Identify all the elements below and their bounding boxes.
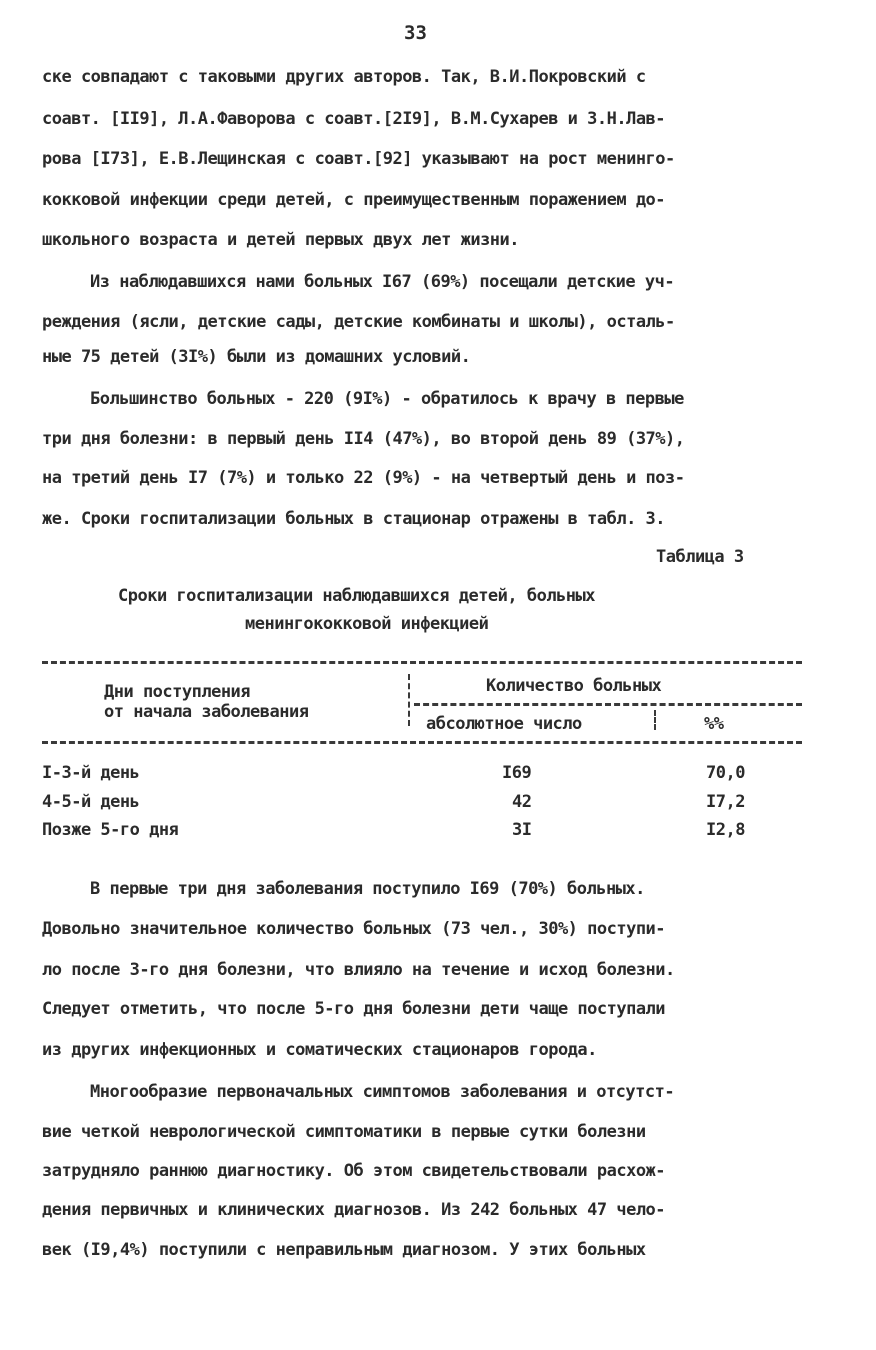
row-absolute: I69 xyxy=(502,763,532,783)
table-top-rule xyxy=(42,661,802,664)
paragraph-line: же. Сроки госпитализации больных в стационар отражены в табл. 3. xyxy=(42,509,666,529)
header-days-line-1: Дни поступления xyxy=(104,682,251,702)
paragraph-line: затрудняло раннюю диагностику. Об этом свидетельствовали расхож- xyxy=(42,1161,666,1181)
table-header-rule xyxy=(42,741,802,744)
row-absolute: 42 xyxy=(512,792,532,812)
paragraph-line: реждения (ясли, детские сады, детские комбинаты и школы), осталь- xyxy=(42,312,675,332)
page-number: 33 xyxy=(404,22,427,44)
paragraph-line: вие четкой неврологической симптоматики в первые сутки болезни xyxy=(42,1122,646,1142)
paragraph-line: ске совпадают с таковыми других авторов. Так, В.И.Покровский с xyxy=(42,67,646,87)
paragraph-line: Следует отметить, что после 5-го дня болезни дети чаще поступали xyxy=(42,999,666,1019)
table-subheader-rule xyxy=(414,703,802,706)
row-percent: I7,2 xyxy=(706,792,745,812)
table-label: Таблица 3 xyxy=(656,547,744,567)
paragraph-line: дения первичных и клинических диагнозов. Из 242 больных 47 чело- xyxy=(42,1200,666,1220)
paragraph-line: Большинство больных - 220 (9I%) - обратилось к врачу в первые xyxy=(90,389,684,409)
row-label: 4-5-й день xyxy=(42,792,140,812)
header-percent: %% xyxy=(704,714,724,734)
paragraph-line: Многообразие первоначальных симптомов заболевания и отсутст- xyxy=(90,1082,675,1102)
row-absolute: 3I xyxy=(512,820,532,840)
paragraph-line: школьного возраста и детей первых двух лет жизни. xyxy=(42,230,520,250)
row-label: Позже 5-го дня xyxy=(42,820,179,840)
paragraph-line: на третий день I7 (7%) и только 22 (9%) - на четвертый день и поз- xyxy=(42,468,685,488)
paragraph-line: из других инфекционных и соматических стационаров города. xyxy=(42,1040,597,1060)
paragraph-line: ло после 3-го дня болезни, что влияло на течение и исход болезни. xyxy=(42,960,675,980)
table-caption-line-1: Сроки госпитализации наблюдавшихся детей, больных xyxy=(118,586,596,606)
header-count: Количество больных xyxy=(486,676,662,696)
header-absolute: абсолютное число xyxy=(426,714,582,734)
table-caption-line-2: менингококковой инфекцией xyxy=(245,614,489,634)
row-label: I-3-й день xyxy=(42,763,140,783)
paragraph-line: век (I9,4%) поступили с неправильным диагнозом. У этих больных xyxy=(42,1240,646,1260)
row-percent: 70,0 xyxy=(706,763,745,783)
paragraph-line: кокковой инфекции среди детей, с преимущественным поражением до- xyxy=(42,190,666,210)
header-days-line-2: от начала заболевания xyxy=(104,702,309,722)
paragraph-line: ные 75 детей (3I%) были из домашних условий. xyxy=(42,347,471,367)
row-percent: I2,8 xyxy=(706,820,745,840)
paragraph-line: В первые три дня заболевания поступило I69 (70%) больных. xyxy=(90,879,645,899)
table-column-divider xyxy=(408,674,410,726)
paragraph-line: Из наблюдавшихся нами больных I67 (69%) посещали детские уч- xyxy=(90,272,675,292)
table-subcolumn-divider xyxy=(654,710,656,730)
paragraph-line: рова [I73], Е.В.Лещинская с соавт.[92] указывают на рост менинго- xyxy=(42,149,675,169)
paragraph-line: Довольно значительное количество больных (73 чел., 30%) поступи- xyxy=(42,919,666,939)
paragraph-line: соавт. [II9], Л.А.Фаворова с соавт.[2I9], В.М.Сухарев и З.Н.Лав- xyxy=(42,109,666,129)
paragraph-line: три дня болезни: в первый день II4 (47%), во второй день 89 (37%), xyxy=(42,429,685,449)
